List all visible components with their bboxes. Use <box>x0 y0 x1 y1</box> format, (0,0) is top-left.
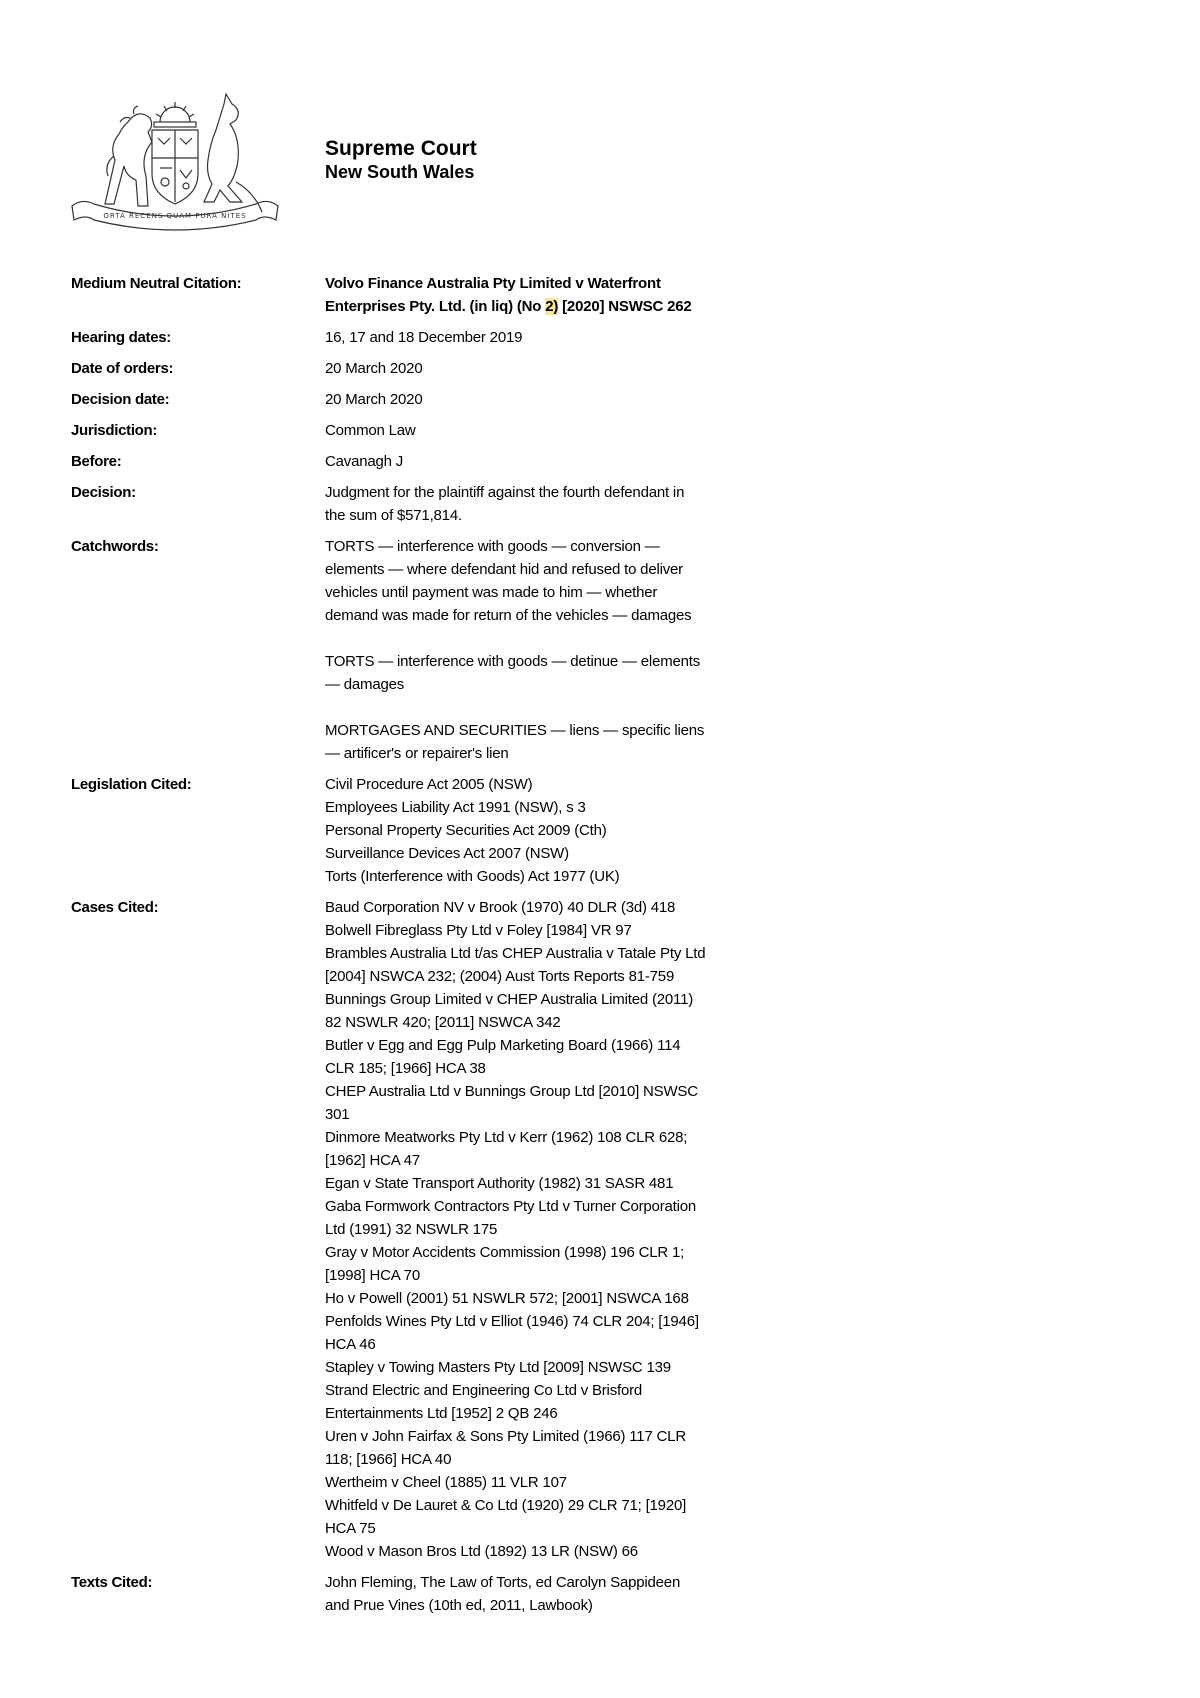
decision-date-value: 20 March 2020 <box>325 391 423 408</box>
before-value: Cavanagh J <box>325 453 404 470</box>
decision-date-row <box>71 388 771 411</box>
catchwords-line: TORTS — interference with goods — conversion — <box>325 538 660 555</box>
court-heading <box>325 137 477 184</box>
legislation-cited-value <box>325 773 755 888</box>
citation-label: Medium Neutral Citation: <box>71 275 242 292</box>
catchwords-paragraph <box>325 650 755 696</box>
legislation-item: Surveillance Devices Act 2007 (NSW) <box>325 845 569 862</box>
citation-line: Volvo Finance Australia Pty Limited v Waterfront <box>325 275 661 292</box>
before-label: Before: <box>71 453 122 470</box>
catchwords-line: MORTGAGES AND SECURITIES — liens — specific liens <box>325 722 705 739</box>
catchwords-paragraph <box>325 535 755 627</box>
text-line: and Prue Vines (10th ed, 2011, Lawbook) <box>325 1597 593 1614</box>
cases-cited-row <box>71 896 771 1563</box>
case-line: Bunnings Group Limited v CHEP Australia Limited (2011) <box>325 991 694 1008</box>
case-line: Baud Corporation NV v Brook (1970) 40 DLR (3d) 418 <box>325 899 676 916</box>
legislation-item: Torts (Interference with Goods) Act 1977 (UK) <box>325 868 620 885</box>
catchwords-label: Catchwords: <box>71 538 159 555</box>
jurisdiction-value: Common Law <box>325 422 416 439</box>
decision-date-label: Decision date: <box>71 391 170 408</box>
case-line: Uren v John Fairfax & Sons Pty Limited (1966) 117 CLR <box>325 1428 686 1445</box>
catchwords-row <box>71 535 771 765</box>
cases-cited-label: Cases Cited: <box>71 899 159 916</box>
case-line: CHEP Australia Ltd v Bunnings Group Ltd [2010] NSWSC <box>325 1083 698 1100</box>
legislation-cited-row <box>71 773 771 888</box>
texts-cited-value <box>325 1571 755 1617</box>
case-line: CLR 185; [1966] HCA 38 <box>325 1060 486 1077</box>
court-subtitle: New South Wales <box>325 162 475 182</box>
case-line: HCA 46 <box>325 1336 376 1353</box>
case-line: Penfolds Wines Pty Ltd v Elliot (1946) 74 CLR 204; [1946] <box>325 1313 699 1330</box>
cases-cited-value <box>325 896 755 1563</box>
citation-text: [2020] NSWSC 262 <box>558 298 692 315</box>
text-line: John Fleming, The Law of Torts, ed Carolyn Sappideen <box>325 1574 681 1591</box>
date-of-orders-row <box>71 357 771 380</box>
catchwords-line: TORTS — interference with goods — detinue — elements <box>325 653 701 670</box>
legislation-item: Personal Property Securities Act 2009 (Cth) <box>325 822 607 839</box>
catchwords-paragraph <box>325 719 755 765</box>
citation-line <box>325 295 755 318</box>
hearing-dates-label: Hearing dates: <box>71 329 171 346</box>
texts-cited-label: Texts Cited: <box>71 1574 153 1591</box>
citation-text: Enterprises Pty. Ltd. (in liq) (No <box>325 298 546 315</box>
case-line: Entertainments Ltd [1952] 2 QB 246 <box>325 1405 558 1422</box>
case-line: Butler v Egg and Egg Pulp Marketing Board (1966) 114 <box>325 1037 681 1054</box>
case-line: Egan v State Transport Authority (1982) 31 SASR 481 <box>325 1175 674 1192</box>
case-line: Whitfeld v De Lauret & Co Ltd (1920) 29 CLR 71; [1920] <box>325 1497 687 1514</box>
case-line: 301 <box>325 1106 350 1123</box>
case-line: Ho v Powell (2001) 51 NSWLR 572; [2001] NSWCA 168 <box>325 1290 689 1307</box>
case-line: Ltd (1991) 32 NSWLR 175 <box>325 1221 498 1238</box>
legislation-item: Civil Procedure Act 2005 (NSW) <box>325 776 533 793</box>
date-of-orders-label: Date of orders: <box>71 360 174 377</box>
case-line: 118; [1966] HCA 40 <box>325 1451 452 1468</box>
decision-value <box>325 481 755 527</box>
citation-row <box>71 272 771 318</box>
before-row <box>71 450 771 473</box>
case-line: Wertheim v Cheel (1885) 11 VLR 107 <box>325 1474 567 1491</box>
case-line: Stapley v Towing Masters Pty Ltd [2009] NSWSC 139 <box>325 1359 671 1376</box>
case-line: Dinmore Meatworks Pty Ltd v Kerr (1962) 108 CLR 628; <box>325 1129 688 1146</box>
case-line: HCA 75 <box>325 1520 376 1537</box>
date-of-orders-value: 20 March 2020 <box>325 360 423 377</box>
decision-row <box>71 481 771 527</box>
catchwords-line: demand was made for return of the vehicles — damages <box>325 607 692 624</box>
citation-value <box>325 272 755 318</box>
decision-label: Decision: <box>71 484 136 501</box>
catchwords-line: — damages <box>325 676 405 693</box>
legislation-cited-label: Legislation Cited: <box>71 776 192 793</box>
case-line: Brambles Australia Ltd t/as CHEP Australia v Tatale Pty Ltd <box>325 945 706 962</box>
catchwords-line: vehicles until payment was made to him — whether <box>325 584 658 601</box>
catchwords-line: elements — where defendant hid and refused to deliver <box>325 561 683 578</box>
decision-line: the sum of $571,814. <box>325 507 462 524</box>
svg-text:ORTA RECENS QUAM PURA NITES: ORTA RECENS QUAM PURA NITES <box>103 212 247 220</box>
search-highlight: 2) <box>545 298 559 315</box>
legislation-item: Employees Liability Act 1991 (NSW), s 3 <box>325 799 586 816</box>
case-line: 82 NSWLR 420; [2011] NSWCA 342 <box>325 1014 561 1031</box>
case-line: Gaba Formwork Contractors Pty Ltd v Turner Corporation <box>325 1198 697 1215</box>
case-line: Gray v Motor Accidents Commission (1998) 196 CLR 1; <box>325 1244 685 1261</box>
hearing-dates-value: 16, 17 and 18 December 2019 <box>325 329 523 346</box>
catchwords-line: — artificer's or repairer's lien <box>325 745 509 762</box>
case-line: Bolwell Fibreglass Pty Ltd v Foley [1984] VR 97 <box>325 922 632 939</box>
catchwords-value <box>325 535 755 765</box>
jurisdiction-label: Jurisdiction: <box>71 422 158 439</box>
judgment-metadata <box>71 272 771 1625</box>
hearing-dates-row <box>71 326 771 349</box>
case-line: [2004] NSWCA 232; (2004) Aust Torts Reports 81-759 <box>325 968 675 985</box>
case-line: [1962] HCA 47 <box>325 1152 420 1169</box>
case-line: Strand Electric and Engineering Co Ltd v Brisford <box>325 1382 643 1399</box>
nsw-coat-of-arms-icon <box>68 92 282 232</box>
court-title: Supreme Court <box>325 137 477 160</box>
case-line: [1998] HCA 70 <box>325 1267 420 1284</box>
texts-cited-row <box>71 1571 771 1617</box>
case-line: Wood v Mason Bros Ltd (1892) 13 LR (NSW) 66 <box>325 1543 638 1560</box>
decision-line: Judgment for the plaintiff against the fourth defendant in <box>325 484 685 501</box>
jurisdiction-row <box>71 419 771 442</box>
